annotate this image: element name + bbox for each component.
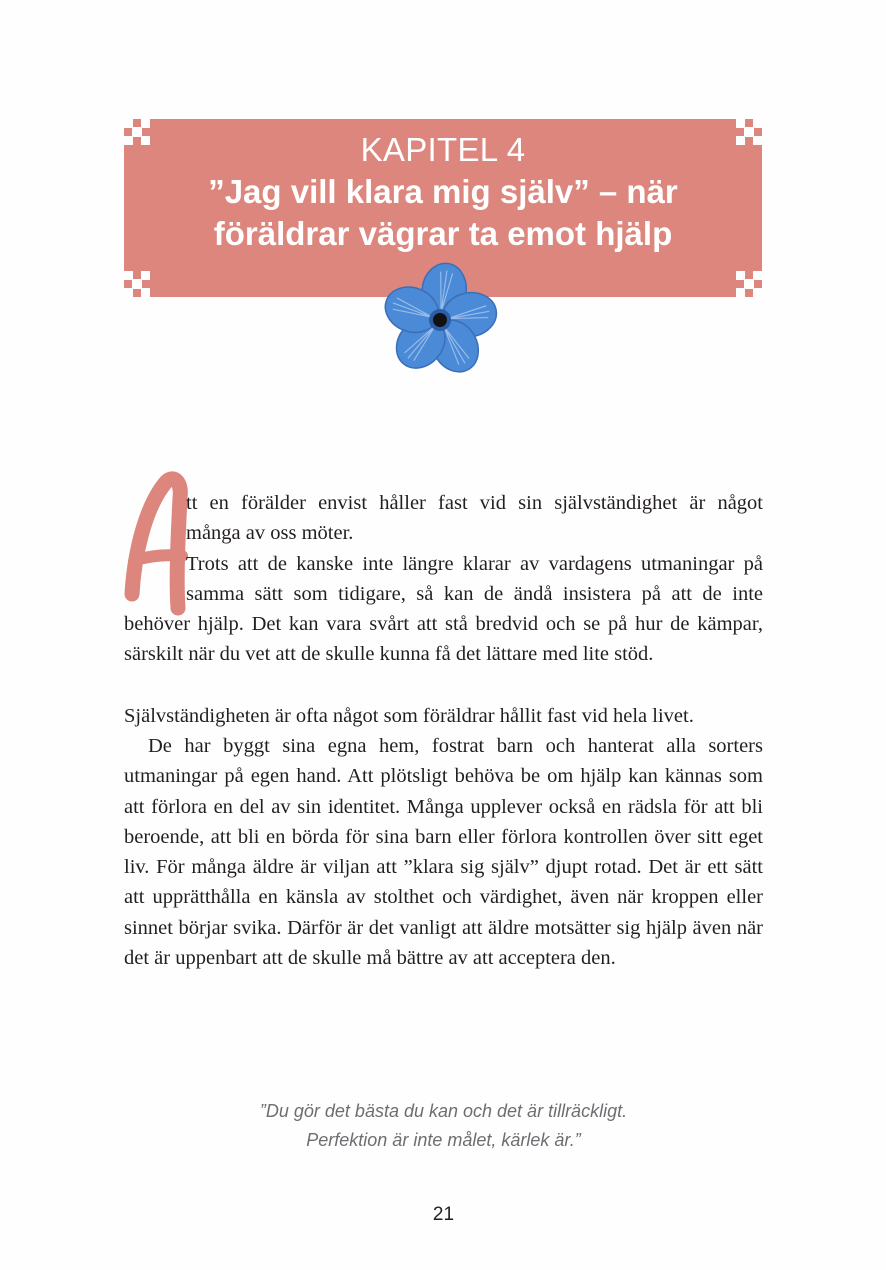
intro-line-2: många av oss möter.	[186, 522, 354, 545]
intro-line-4: samma sätt som tidigare, så kan de ändå insistera på att de inte	[186, 582, 763, 605]
quote-line-1: ”Du gör det bästa du kan och det är tillräckligt.	[259, 1101, 628, 1121]
intro-line-1: tt en förälder envist håller fast vid sin självständighet är något	[186, 492, 763, 514]
intro-line-3: Trots att de kanske inte längre klarar av vardagens utmaningar på	[186, 552, 763, 575]
forget-me-not-flower-icon	[380, 262, 502, 380]
page-number: 21	[432, 1204, 455, 1225]
paragraph-identity: De har byggt sina egna hem, fostrat barn och hanterat alla sorters utmaningar på egen hand. Att plötsligt behöva be om hjälp kan kännas som att förlora en del av sin identitet. Många upplever också en rädsla för att bli beroende, att bli en börda för sina barn eller förlora kontrollen över sitt eget liv. För många äldre är viljan att ”klara sig själv” djupt rotad. Det är ett sätt att upprätthålla en känsla av stolthet och värdighet, även när kroppen eller sinnet börjar svika. Därför är det vanligt att äldre motsätter sig hjälp även när det är uppenbart att de skulle må bättre av att acceptera den.	[124, 735, 763, 970]
paragraph-intro	[124, 488, 763, 670]
chapter-title	[124, 171, 762, 255]
chapter-title-line2: föräldrar vägrar ta emot hjälp	[213, 215, 673, 252]
chapter-label: KAPITEL 4	[360, 131, 526, 168]
chapter-title-line1: ”Jag vill klara mig själv” – när	[208, 173, 678, 210]
paragraph-independence: Självständigheten är ofta något som föräldrar hållit fast vid hela livet.	[124, 705, 694, 727]
intro-rest: behöver hjälp. Det kan vara svårt att stå bredvid och se på hur de kämpar, särskilt när du vet att de skulle kunna få det lättare med lite stöd.	[124, 613, 763, 666]
quote-line-2: Perfektion är inte målet, kärlek är.”	[306, 1130, 581, 1150]
drop-cap-letter: A	[118, 468, 119, 469]
